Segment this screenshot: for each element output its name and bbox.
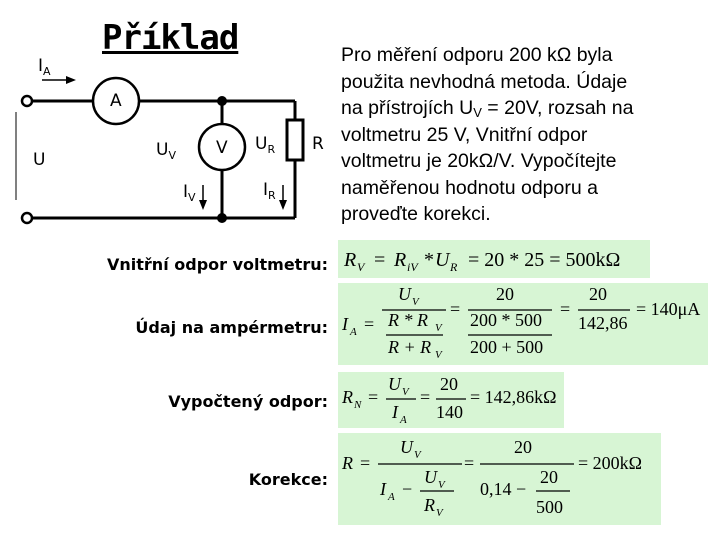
- eq-value: 200 + 500: [470, 337, 544, 357]
- equation-3: [338, 372, 564, 428]
- eq-symbol: R: [394, 249, 407, 271]
- u-label: U: [33, 150, 46, 170]
- eq-symbol: U: [424, 467, 437, 487]
- problem-line: naměřenou hodnotu odporu a: [341, 176, 598, 199]
- eq-value: 20: [514, 437, 532, 457]
- eq-symbol: I: [392, 402, 398, 422]
- eq-sign: *: [424, 249, 434, 271]
- eq-sign: =: [450, 299, 461, 319]
- eq-value: 0,14 −: [480, 479, 527, 499]
- eq-sign: =: [464, 453, 475, 473]
- eq-sub: V: [412, 296, 419, 308]
- voltmeter-label: V: [216, 138, 228, 158]
- uv-label: $U_V$: [156, 140, 176, 162]
- eq-symbol: R: [342, 387, 353, 407]
- problem-line: voltmetru je 20kΩ/V. Vypočítejte: [341, 150, 617, 172]
- eq-sub: V: [438, 479, 445, 491]
- eq-sign: =: [420, 387, 431, 407]
- resistor: [287, 120, 303, 160]
- eq-result: = 140μA: [636, 299, 701, 319]
- eq-result: = 142,86kΩ: [470, 387, 557, 407]
- equation-1: [338, 240, 650, 278]
- eq-value: 200 * 500: [470, 310, 542, 330]
- eq-sign: =: [364, 314, 375, 334]
- problem-line: voltmetru 25 V, Vnitřní odpor: [341, 123, 588, 146]
- ur-label: $U_R$: [255, 134, 276, 156]
- eq-symbol: I: [342, 314, 348, 334]
- ammeter-label: A: [110, 91, 122, 111]
- eq-symbol: R * R: [388, 310, 428, 330]
- eq-sub: V: [435, 349, 442, 361]
- row-label-udaj: Údaj na ampérmetru:: [135, 318, 328, 337]
- arrow-head: [279, 200, 287, 210]
- eq-value: 142,86: [578, 313, 628, 333]
- eq-sub: A: [388, 491, 395, 503]
- eq-sub: V: [414, 449, 421, 461]
- eq-symbol: R: [344, 249, 357, 271]
- eq-sub: R: [450, 260, 458, 274]
- eq-symbol: U: [435, 249, 450, 271]
- eq-sign: =: [560, 299, 571, 319]
- eq-symbol: R: [342, 453, 353, 473]
- problem-text: [341, 42, 716, 228]
- problem-line: na přístrojích $U_V = 20V$, rozsah na: [341, 97, 634, 120]
- junction-dot: [217, 96, 227, 106]
- problem-line: Pro měření odporu 200 kΩ byla: [341, 44, 613, 66]
- eq-value: 20: [496, 284, 514, 304]
- eq-symbol: U: [388, 374, 401, 394]
- row-label-vypocteny: Vypočtený odpor:: [168, 392, 328, 411]
- eq-sub: V: [357, 260, 365, 274]
- eq-sub: V: [435, 322, 442, 334]
- eq-value: 20: [540, 467, 558, 487]
- eq-sub: A: [350, 326, 357, 338]
- eq-result: = 200kΩ: [578, 453, 643, 473]
- ia-label: $I_A$: [38, 56, 51, 78]
- problem-line: použita nevhodná metoda. Údaje: [341, 70, 628, 93]
- eq-value: = 20 * 25 = 500kΩ: [468, 249, 621, 271]
- eq-value: 500: [536, 497, 563, 517]
- arrow-head: [199, 200, 207, 210]
- eq-value: 20: [440, 374, 458, 394]
- eq-value: 20: [589, 284, 607, 304]
- eq-symbol: U: [398, 284, 411, 304]
- iv-label: $I_V$: [183, 182, 196, 204]
- row-label-vnitrni: Vnitřní odpor voltmetru:: [107, 255, 328, 274]
- arrow-head: [66, 76, 76, 84]
- circuit-diagram: [0, 0, 340, 240]
- eq-sub: A: [400, 414, 407, 426]
- junction-dot: [217, 213, 227, 223]
- page-title: Příklad: [102, 18, 239, 58]
- problem-line: proveďte korekci.: [341, 203, 491, 225]
- row-label-korekce: Korekce:: [248, 470, 328, 489]
- eq-symbol: I: [380, 479, 386, 499]
- terminal: [22, 213, 32, 223]
- equation-4: [338, 433, 661, 525]
- eq-symbol: R + R: [388, 337, 432, 357]
- eq-sign: =: [374, 249, 386, 271]
- eq-sub: V: [402, 386, 409, 398]
- eq-symbol: R: [424, 495, 435, 515]
- eq-sign: =: [368, 387, 379, 407]
- ir-label: $I_R$: [263, 180, 276, 202]
- eq-sign: −: [402, 479, 413, 499]
- terminal: [22, 96, 32, 106]
- eq-value: 140: [436, 402, 463, 422]
- r-label: R: [312, 134, 324, 154]
- eq-sign: =: [360, 453, 371, 473]
- equation-2: [338, 283, 708, 365]
- eq-sub: V: [436, 507, 443, 519]
- eq-sub: N: [354, 399, 362, 411]
- eq-symbol: U: [400, 437, 413, 457]
- eq-sub: iV: [407, 260, 418, 274]
